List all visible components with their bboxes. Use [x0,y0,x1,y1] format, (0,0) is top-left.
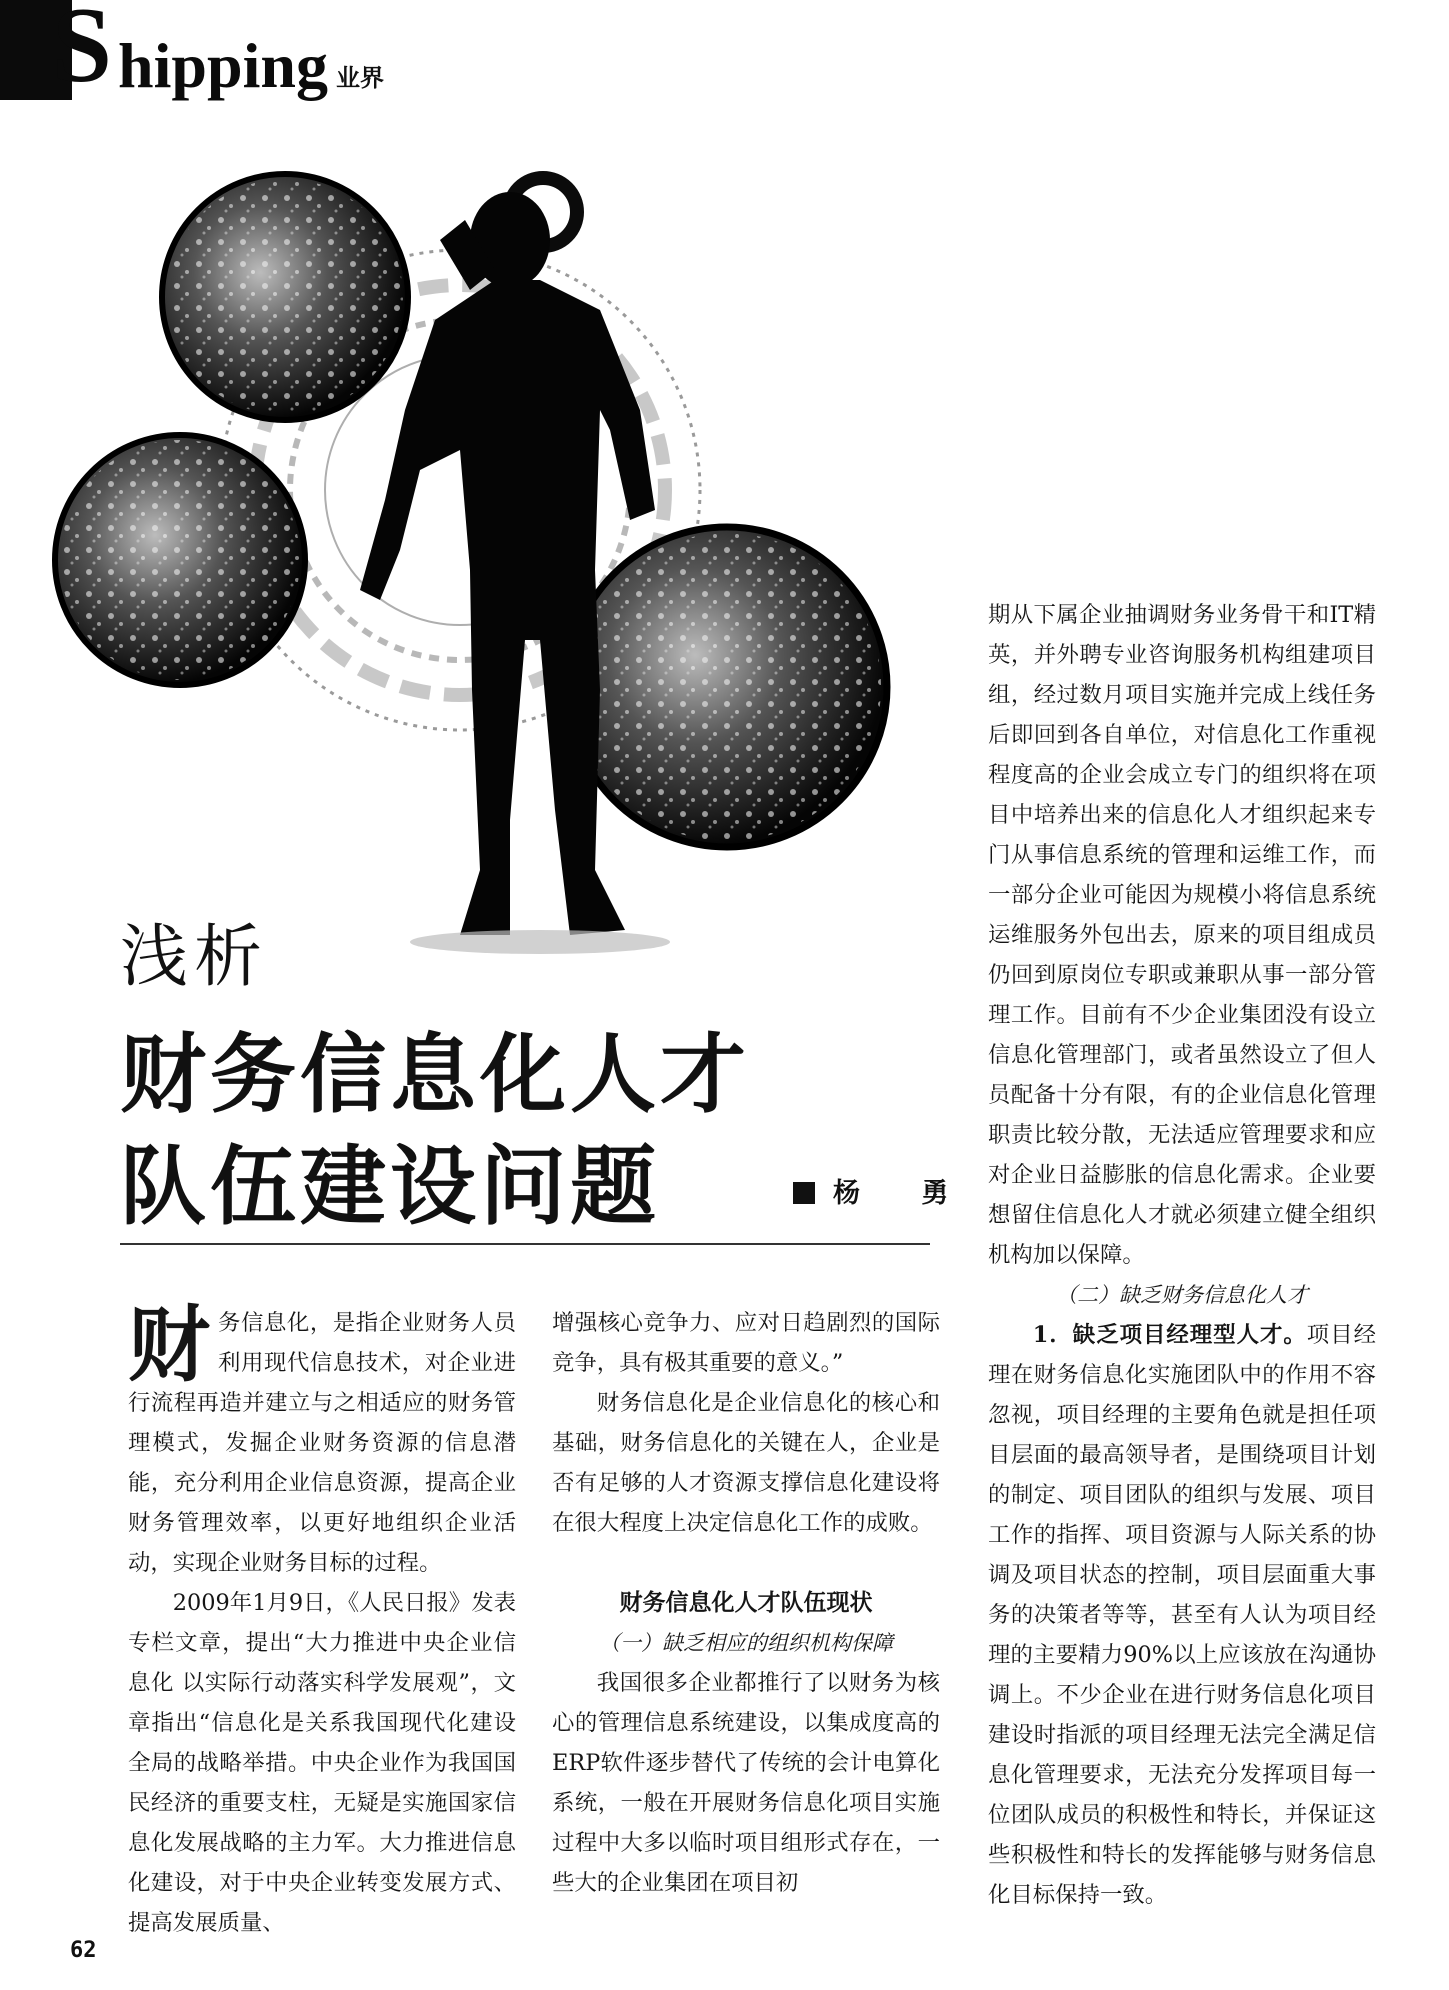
header-word: hipping [118,30,328,101]
paragraph-text: 务信息化，是指企业财务人员利用现代信息技术，对企业进行流程再造并建立与之相适应的财务管理模式，发掘企业财务资源的信息潜能，充分利用企业信息资源，提高企业财务管理效率，以更好地组织企业活动，实现企业财务目标的过程。 [128,1310,516,1576]
title-line-3: 队伍建设问题 [120,1137,660,1237]
author-name: 杨 勇 [833,1178,975,1209]
page-number: 62 [70,1938,97,1963]
drop-cap: 财 [128,1297,211,1393]
column-1 [128,1297,516,1943]
paragraph: 财务信息化是企业信息化的核心和基础，财务信息化的关键在人，企业是否有足够的人才资源支撑信息化建设将在很大程度上决定信息化工作的成败。 [552,1390,940,1536]
subsection-heading: （二）缺乏财务信息化人才 [1056,1283,1308,1307]
column-2 [552,1303,940,1903]
column-3 [988,595,1376,1915]
paragraph-text: 项目经理在财务信息化实施团队中的作用不容忽视，项目经理的主要角色就是担任项目层面的最高领导者，是围绕项目计划的制定、项目团队的组织与发展、项目工作的指挥、项目资源与人际关系的协调及项目状态的控制，项目层面重大事务的决策者等等，甚至有人认为项目经理的主要精力90%以上应该放在沟通协调上。不少企业在进行财务信息化项目建设时指派的项目经理无法完全满足信息化管理要求，无法充分发挥项目每一位团队成员的积极性和特长，并保证这些积极性和特长的发挥能够与财务信息化目标保持一致。 [988,1322,1376,1908]
paragraph-lead: 1．缺乏项目经理型人才。 [1032,1322,1307,1348]
author-square-icon [793,1182,815,1204]
author-byline [793,1180,974,1207]
paragraph: 增强核心竞争力、应对日趋剧烈的国际竞争，具有极其重要的意义。” [552,1310,940,1376]
globe-right [567,527,887,847]
hero-illustration [40,170,910,960]
paragraph: 期从下属企业抽调财务业务骨干和IT精英，并外聘专业咨询服务机构组建项目组，经过数月项目实施并完成上线任务后即回到各自单位，对信息化工作重视程度高的企业会成立专门的组织将在项目中培养出来的信息化人才组织起来专门从事信息系统的管理和运维工作，而一部分企业可能因为规模小将信息系统运维服务外包出去，原来的项目组成员仍回到原岗位专职或兼职从事一部分管理工作。目前有不少企业集团没有设立信息化管理部门，或者虽然设立了但人员配备十分有限，有的企业信息化管理职责比较分散，无法适应管理要求和应对企业日益膨胀的信息化需求。企业要想留住信息化人才就必须建立健全组织机构加以保障。 [988,602,1376,1268]
title-line-2: 财务信息化人才 [120,1025,750,1125]
globe-left [55,435,305,685]
floor-shadow [410,930,670,954]
title-divider [120,1243,930,1245]
subsection-heading: （一）缺乏相应的组织机构保障 [599,1631,893,1655]
globe-top-left [162,174,408,420]
section-heading: 财务信息化人才队伍现状 [619,1590,873,1616]
section-label: 业界 [336,64,384,92]
paragraph [128,1297,516,1583]
paragraph: 我国很多企业都推行了以财务为核心的管理信息系统建设，以集成度高的ERP软件逐步替代了传统的会计电算化系统，一般在开展财务信息化项目实施过程中大多以临时项目组形式存在，一些大的企业集团在项目初 [552,1670,940,1896]
paragraph [988,1315,1376,1915]
paragraph: 2009年1月9日，《人民日报》发表专栏文章，提出“大力推进中央企业信息化 以实际行动落实科学发展观”，文章指出“信息化是关系我国现代化建设全局的战略举措。中央企业作为我国国民经济的重要支柱，无疑是实施国家信息化发展战略的主力军。大力推进信息化建设，对于中央企业转变发展方式、提高发展质量、 [128,1590,516,1936]
header-initial: S [52,0,113,105]
title-line-1: 浅析 [120,918,269,997]
